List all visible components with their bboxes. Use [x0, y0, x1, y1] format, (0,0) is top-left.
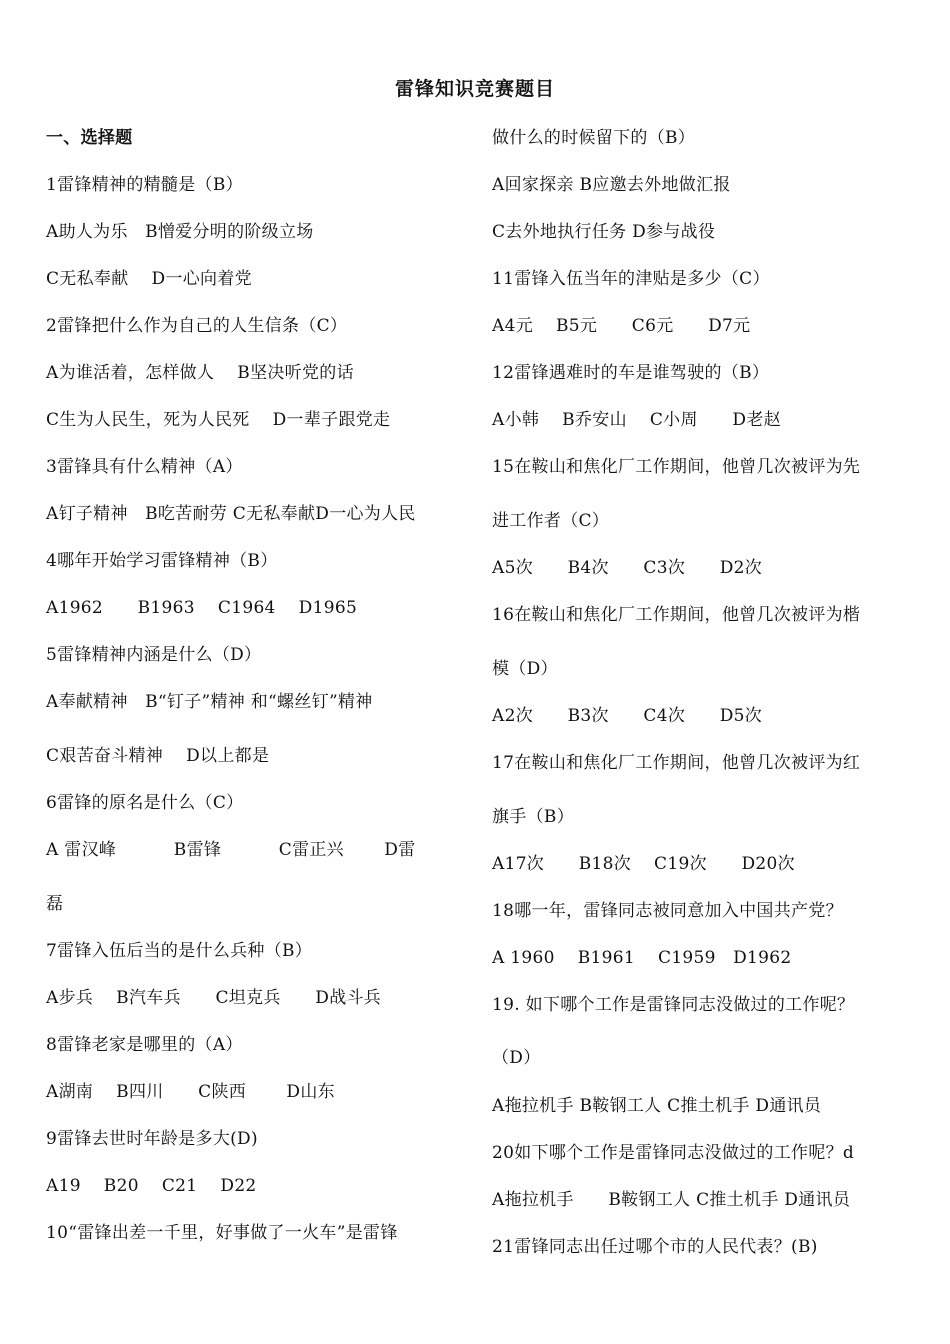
options-line: A 雷汉峰 B雷锋 C雷正兴 D雷	[46, 840, 416, 860]
options-line: 磊	[46, 894, 64, 914]
options-line: A4元 B5元 C6元 D7元	[492, 316, 751, 336]
question-line: 15在鞍山和焦化厂工作期间，他曾几次被评为先	[492, 457, 861, 477]
options-line: A5次 B4次 C3次 D2次	[492, 558, 763, 578]
question-line: 10“雷锋出差一千里，好事做了一火车”是雷锋	[46, 1223, 398, 1243]
section-heading: 一、选择题	[46, 128, 133, 148]
options-line: A钉子精神 B吃苦耐劳 C无私奉献D一心为人民	[46, 504, 416, 524]
options-line: A回家探亲 B应邀去外地做汇报	[492, 175, 731, 195]
options-line: A湖南 B四川 C陕西 D山东	[46, 1082, 335, 1102]
options-line: A17次 B18次 C19次 D20次	[492, 854, 795, 874]
question-line: 进工作者（C）	[492, 511, 610, 531]
options-line: C无私奉献 D一心向着党	[46, 269, 252, 289]
question-line: 17在鞍山和焦化厂工作期间，他曾几次被评为红	[492, 753, 861, 773]
options-line: A拖拉机手 B鞍钢工人 C推土机手 D通讯员	[492, 1190, 851, 1210]
question-line: 9雷锋去世时年龄是多大(D)	[46, 1129, 258, 1149]
question-line: 11雷锋入伍当年的津贴是多少（C）	[492, 269, 770, 289]
question-line: 7雷锋入伍后当的是什么兵种（B）	[46, 941, 313, 961]
question-line: 16在鞍山和焦化厂工作期间，他曾几次被评为楷	[492, 605, 861, 625]
question-line: 8雷锋老家是哪里的（A）	[46, 1035, 243, 1055]
question-line: 1雷锋精神的精髓是（B）	[46, 175, 243, 195]
question-line: 4哪年开始学习雷锋精神（B）	[46, 551, 278, 571]
options-line: A拖拉机手 B鞍钢工人 C推土机手 D通讯员	[492, 1096, 822, 1116]
options-line: A2次 B3次 C4次 D5次	[492, 706, 763, 726]
options-line: A小韩 B乔安山 C小周 D老赵	[492, 410, 781, 430]
question-line: 12雷锋遇难时的车是谁驾驶的（B）	[492, 363, 770, 383]
question-line: 2雷锋把什么作为自己的人生信条（C）	[46, 316, 348, 336]
options-line: A为谁活着，怎样做人 B坚决听党的话	[46, 363, 354, 383]
question-line: 21雷锋同志出任过哪个市的人民代表？(B)	[492, 1237, 818, 1257]
options-line: C艰苦奋斗精神 D以上都是	[46, 746, 270, 766]
options-line: A19 B20 C21 D22	[46, 1176, 257, 1196]
question-line: 20如下哪个工作是雷锋同志没做过的工作呢？d	[492, 1143, 855, 1163]
options-line: C生为人民生，死为人民死 D一辈子跟党走	[46, 410, 391, 430]
question-line: 3雷锋具有什么精神（A）	[46, 457, 243, 477]
options-line: C去外地执行任务 D参与战役	[492, 222, 716, 242]
question-line: 5雷锋精神内涵是什么（D）	[46, 645, 262, 665]
options-line: A助人为乐 B憎爱分明的阶级立场	[46, 222, 314, 242]
options-line: A 1960 B1961 C1959 D1962	[492, 948, 792, 968]
question-line: 模（D）	[492, 659, 558, 679]
question-line: 做什么的时候留下的（B）	[492, 128, 696, 148]
question-line: （D）	[492, 1048, 541, 1068]
question-line: 19. 如下哪个工作是雷锋同志没做过的工作呢？	[492, 995, 855, 1015]
question-line: 18哪一年，雷锋同志被同意加入中国共产党？	[492, 901, 843, 921]
options-line: A1962 B1963 C1964 D1965	[46, 598, 358, 618]
question-line: 6雷锋的原名是什么（C）	[46, 793, 244, 813]
question-line: 旗手（B）	[492, 807, 574, 827]
options-line: A步兵 B汽车兵 C坦克兵 D战斗兵	[46, 988, 382, 1008]
options-line: A奉献精神 B“钉子”精神 和“螺丝钉”精神	[46, 692, 373, 712]
page-title: 雷锋知识竞赛题目	[394, 78, 555, 100]
